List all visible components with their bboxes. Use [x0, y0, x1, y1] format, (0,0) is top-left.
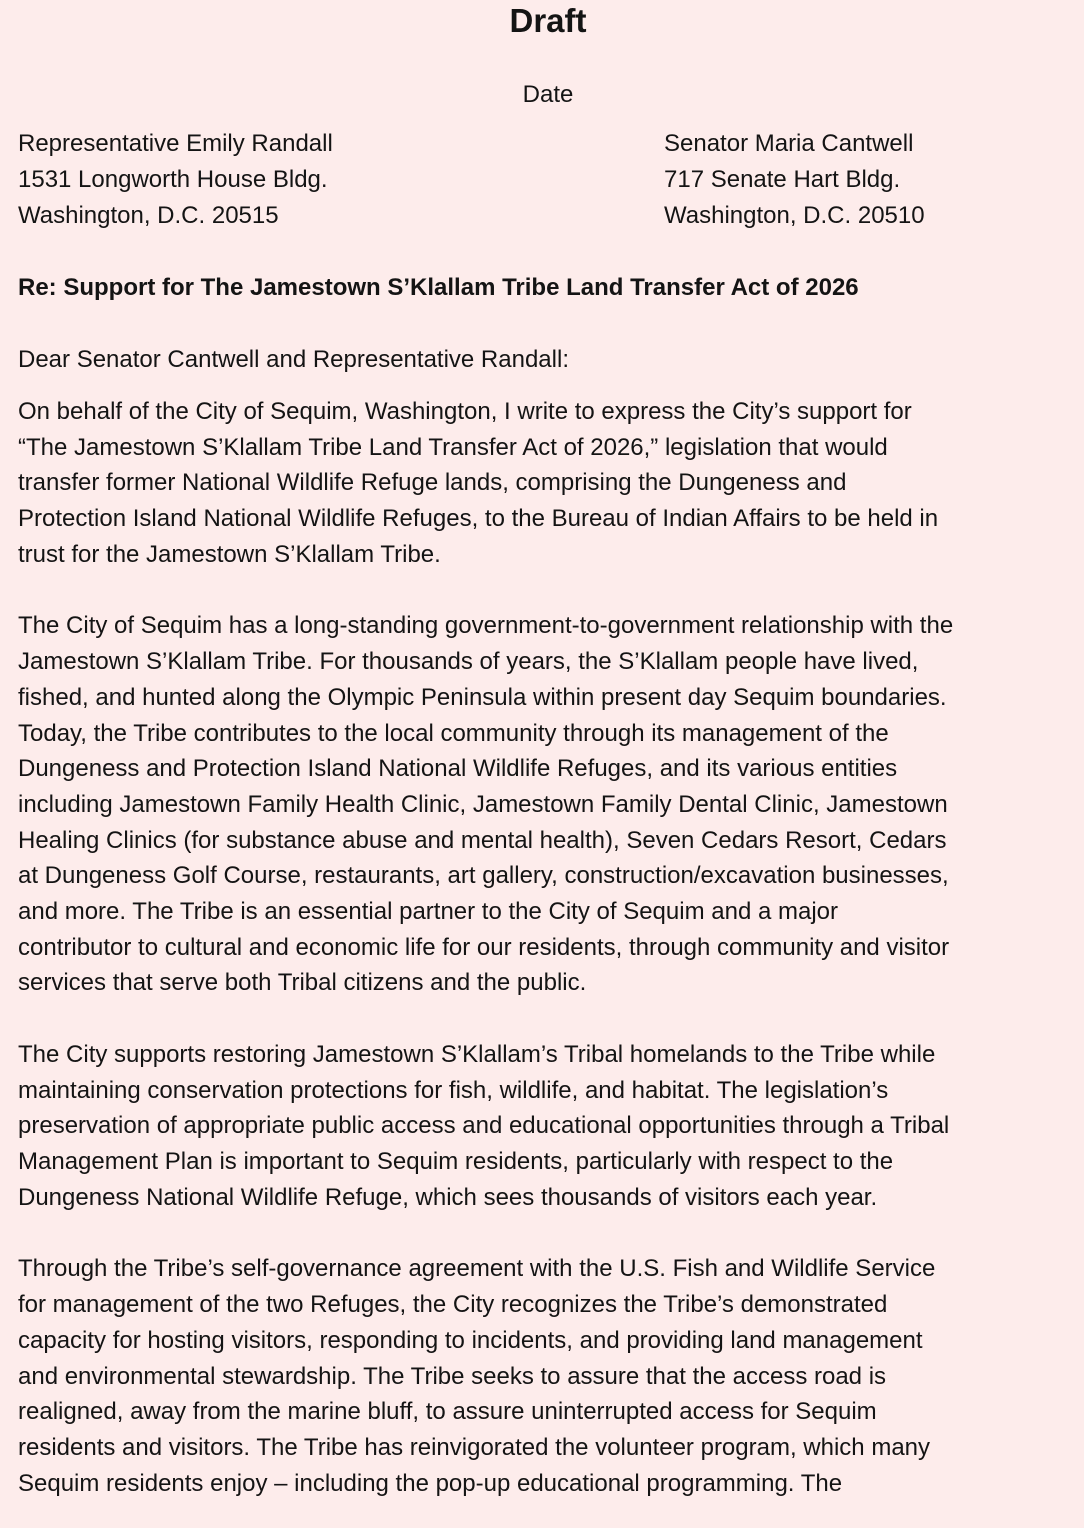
subject-line: Re: Support for The Jamestown S’Klallam Tribe Land Transfer Act of 2026 [18, 274, 859, 301]
paragraph-line: Dungeness and Protection Island National Wildlife Refuges, and its various entities [18, 755, 898, 783]
paragraph-line: Through the Tribe’s self-governance agreement with the U.S. Fish and Wildlife Service [18, 1255, 936, 1283]
recipient-right-name: Senator Maria Cantwell [664, 130, 914, 157]
paragraph-line: Healing Clinics (for substance abuse and mental health), Seven Cedars Resort, Cedars [18, 826, 947, 854]
paragraph-line: preservation of appropriate public access and educational opportunities through a Tribal [18, 1112, 950, 1140]
recipient-right-city: Washington, D.C. 20510 [664, 202, 925, 229]
recipient-right [664, 126, 1078, 234]
paragraph-line: realigned, away from the marine bluff, to assure uninterrupted access for Sequim [18, 1398, 877, 1426]
recipient-right-address: 717 Senate Hart Bldg. [664, 166, 901, 193]
body-paragraph-1 [18, 394, 1078, 572]
paragraph-line: transfer former National Wildlife Refuge lands, comprising the Dungeness and [18, 469, 847, 497]
paragraph-line: Today, the Tribe contributes to the local community through its management of the [18, 719, 889, 747]
paragraph-line: “The Jamestown S’Klallam Tribe Land Transfer Act of 2026,” legislation that would [18, 433, 888, 461]
paragraph-line: Dungeness National Wildlife Refuge, which sees thousands of visitors each year. [18, 1183, 878, 1211]
paragraph-line: residents and visitors. The Tribe has reinvigorated the volunteer program, which many [18, 1433, 931, 1461]
paragraph-line: for management of the two Refuges, the City recognizes the Tribe’s demonstrated [18, 1291, 888, 1319]
recipient-left-city: Washington, D.C. 20515 [18, 202, 279, 229]
recipient-left-name: Representative Emily Randall [18, 130, 333, 157]
paragraph-line: The City supports restoring Jamestown S’Klallam’s Tribal homelands to the Tribe while [18, 1041, 936, 1068]
paragraph-line: at Dungeness Golf Course, restaurants, art gallery, construction/excavation businesses, [18, 862, 949, 890]
paragraph-line: Jamestown S’Klallam Tribe. For thousands of years, the S’Klallam people have lived, [18, 648, 919, 676]
paragraph-line: and more. The Tribe is an essential partner to the City of Sequim and a major [18, 897, 838, 925]
paragraph-line: Protection Island National Wildlife Refuges, to the Bureau of Indian Affairs to be held in [18, 505, 939, 533]
paragraph-line: On behalf of the City of Sequim, Washington, I write to express the City’s support for [18, 398, 912, 425]
recipient-left-address: 1531 Longworth House Bldg. [18, 166, 328, 193]
paragraph-line: Sequim residents enjoy – including the pop-up educational programming. The [18, 1469, 843, 1497]
body-paragraph-2 [18, 608, 1078, 1001]
paragraph-line: Management Plan is important to Sequim residents, particularly with respect to the [18, 1148, 894, 1176]
recipient-addresses [18, 126, 1078, 234]
letter-date: Date [522, 81, 574, 108]
body-paragraph-4 [18, 1251, 1078, 1501]
paragraph-line: trust for the Jamestown S’Klallam Tribe. [18, 540, 441, 568]
paragraph-line: The City of Sequim has a long-standing government-to-government relationship with the [18, 612, 954, 640]
paragraph-line: contributor to cultural and economic life for our residents, through community and visitor [18, 933, 950, 961]
paragraph-line: including Jamestown Family Health Clinic, Jamestown Family Dental Clinic, Jamestown [18, 790, 948, 818]
paragraph-line: fished, and hunted along the Olympic Peninsula within present day Sequim boundaries. [18, 683, 947, 711]
paragraph-line: maintaining conservation protections for fish, wildlife, and habitat. The legislation’s [18, 1076, 889, 1104]
recipient-left [18, 126, 664, 234]
paragraph-line: capacity for hosting visitors, responding to incidents, and providing land management [18, 1326, 923, 1354]
paragraph-line: services that serve both Tribal citizens and the public. [18, 969, 587, 997]
paragraph-line: and environmental stewardship. The Tribe seeks to assure that the access road is [18, 1362, 887, 1390]
draft-title: Draft [509, 2, 587, 39]
body-paragraph-3 [18, 1037, 1078, 1215]
letter-page [18, 0, 1078, 1501]
salutation: Dear Senator Cantwell and Representative Randall: [18, 346, 569, 373]
